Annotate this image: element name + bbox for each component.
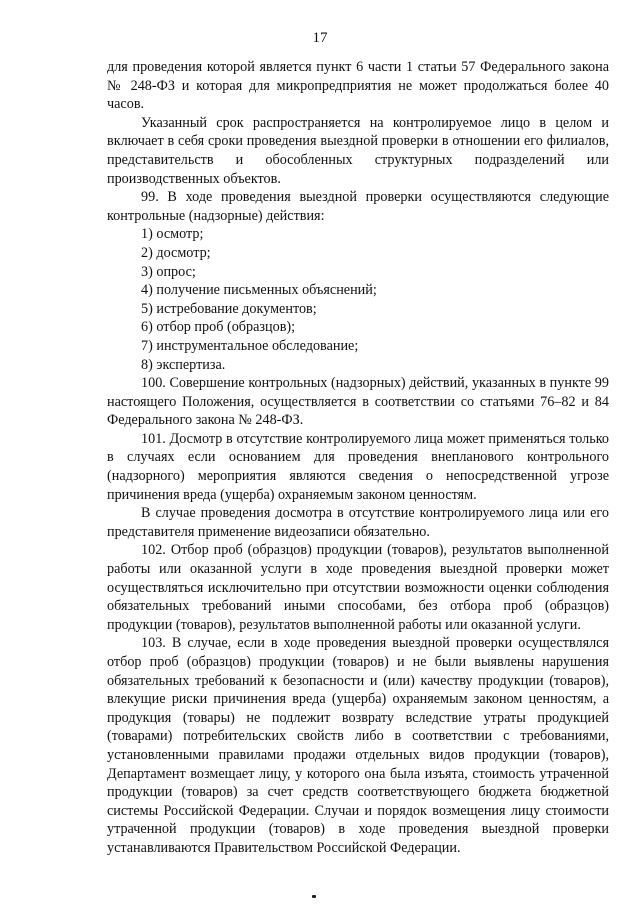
paragraph-101: 101. Досмотр в отсутствие контролируемого лица может применяться только в случаях если основанием для проведения внепланового контрольного (надзорного) мероприятия являются сведения о непосредственной угрозе причинения вреда (ущерба) охраняемым законом ценностям. xyxy=(107,430,609,503)
paragraph-100: 100. Совершение контрольных (надзорных) действий, указанных в пункте 99 настоящего Положения, осуществляется в соответствии со статьями 76–82 и 84 Федерального закона № 248-ФЗ. xyxy=(107,375,609,429)
paragraph-continuation: для проведения которой является пункт 6 части 1 статьи 57 Федерального закона № 248-ФЗ и которая для микропредприятия не может продолжаться более 40 часов. xyxy=(107,59,609,113)
list-item: 6) отбор проб (образцов); xyxy=(141,319,296,336)
list-item: 5) истребование документов; xyxy=(141,300,317,317)
paragraph-102: 102. Отбор проб (образцов) продукции (товаров), результатов выполненной работы или оказанной услуги в ходе проведения выездной проверки может осуществляться исключительно при отсутствии возможности оценки соблюдения обязательных требований иными способами, без отбора проб (образцов) продукции (товаров), результатов выполненной работы или оказанной услуги. xyxy=(107,542,609,633)
list-item: 2) досмотр; xyxy=(141,244,211,261)
page-number: 17 xyxy=(312,30,328,46)
paragraph-term-scope: Указанный срок распространяется на контролируемое лицо в целом и включает в себя сроки проведения выездной проверки в отношении его филиалов, представительств и обособленных структурных подразделений или производственных объектов. xyxy=(107,114,609,187)
scan-mark xyxy=(312,895,316,898)
paragraph-101-video: В случае проведения досмотра в отсутствие контролируемого лица или его представителя применение видеозаписи обязательно. xyxy=(107,505,609,540)
paragraph-103: 103. В случае, если в ходе проведения выездной проверки осуществлялся отбор проб (образцов) продукции (товаров) и не были выявлены нарушения обязательных требований к безопасности и (или) качеству продукции (товаров), влекущие риски причинения вреда (ущерба) охраняемым законом ценностям, а продукция (товары) не подлежит возврату вследствие утраты продукцией (товарами) потребительских свойств либо в соответствии с требованиями, установленными правилами продажи отдельных видов продукции (товаров), Департамент возмещает лицу, у которого она была изъята, стоимость утраченной продукции (товаров) за счет средств соответствующего бюджета бюджетной системы Российской Федерации. Случаи и порядок возмещения лицу стоимости утраченной продукции (товаров) в ходе проведения выездной проверки устанавливаются Правительством Российской Федерации. xyxy=(107,635,609,856)
document-body xyxy=(107,58,609,858)
list-item: 1) осмотр; xyxy=(141,226,204,243)
list-item: 8) экспертиза. xyxy=(141,356,226,373)
list-item: 7) инструментальное обследование; xyxy=(141,337,359,354)
list-item: 4) получение письменных объяснений; xyxy=(141,282,377,299)
list-item: 3) опрос; xyxy=(141,263,196,280)
control-actions-list xyxy=(107,225,609,374)
paragraph-99: 99. В ходе проведения выездной проверки осуществляются следующие контрольные (надзорные) действия: xyxy=(107,189,609,224)
